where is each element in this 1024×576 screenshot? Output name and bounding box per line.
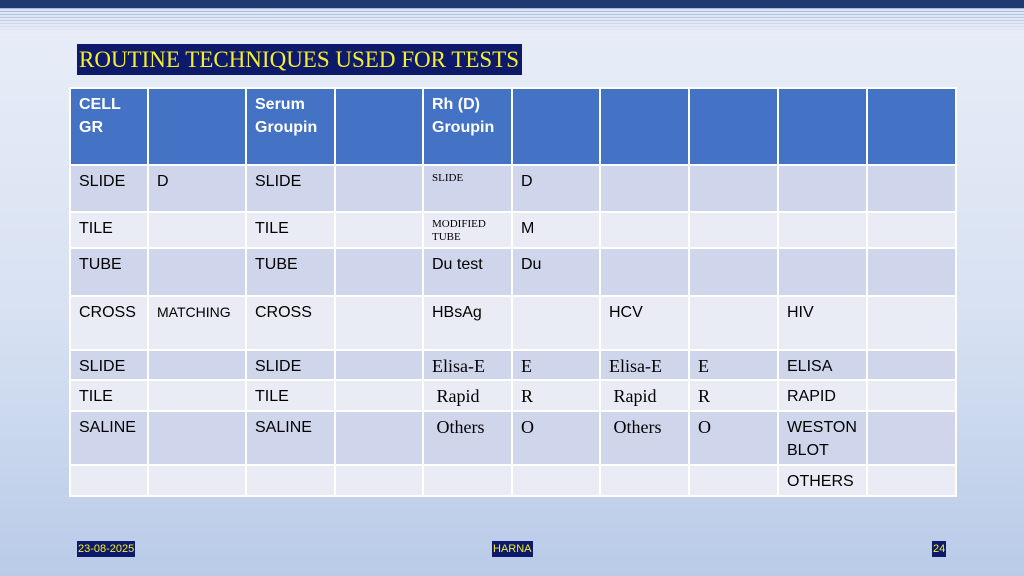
header-cell [600,88,689,165]
table-cell: E [512,350,600,380]
table-cell: RAPID [778,380,867,411]
table-row [70,465,956,496]
table-row [70,380,956,411]
table-cell: TILE [70,212,148,248]
table-cell: Others [423,411,512,465]
header-text: Serum [255,96,305,113]
table-cell [335,165,423,212]
table-cell: HCV [600,296,689,350]
table-cell [867,212,956,248]
table-row [70,411,956,465]
header-cell [867,88,956,165]
header-cell [70,88,148,165]
table-cell [335,411,423,465]
table-cell: Rapid [600,380,689,411]
table-cell [335,465,423,496]
header-cell [148,88,246,165]
cell-text: TUBE [432,231,461,243]
table-cell: Du test [423,248,512,296]
cell-text: MODIFIED [432,218,486,230]
table-cell [867,411,956,465]
header-text: Groupin [432,119,495,136]
table-row [70,296,956,350]
table-cell: R [512,380,600,411]
header-cell [335,88,423,165]
table-cell: SALINE [70,411,148,465]
table-cell [689,165,778,212]
header-text: CELL [79,96,121,113]
header-cell [778,88,867,165]
table-cell: D [148,165,246,212]
table-header-row [70,88,956,165]
table-cell: TILE [246,380,335,411]
table-cell: SLIDE [423,165,512,212]
top-decoration [0,8,1024,34]
table-cell: Rapid [423,380,512,411]
table-cell: E [689,350,778,380]
table-cell [335,380,423,411]
table-cell: SALINE [246,411,335,465]
table-cell [689,248,778,296]
table-cell [867,350,956,380]
table-cell [512,296,600,350]
table-cell: HBsAg [423,296,512,350]
table-cell [335,212,423,248]
cell-text: WESTON [787,419,857,436]
table-cell: SLIDE [246,350,335,380]
page-number: 24 [933,543,946,555]
table-cell: HIV [778,296,867,350]
table-cell [778,248,867,296]
top-bar [0,0,1024,8]
table-row [70,248,956,296]
table-cell: R [689,380,778,411]
table-cell [148,248,246,296]
table-cell [867,165,956,212]
table-cell: SLIDE [70,350,148,380]
footer-date: 23-08-2025 [78,543,135,555]
table-cell: MATCHING [148,296,246,350]
table-cell: D [512,165,600,212]
table-cell [335,350,423,380]
table-cell [867,380,956,411]
table-cell: TILE [246,212,335,248]
cell-text: BLOT [787,442,829,459]
footer-author: HARNA [493,543,532,555]
techniques-table [69,87,957,497]
table-cell [778,165,867,212]
table-cell: SLIDE [70,165,148,212]
table-cell: Elisa-E [600,350,689,380]
table-cell: Du [512,248,600,296]
table-cell [689,465,778,496]
table-cell [600,165,689,212]
table-row [70,350,956,380]
table-cell [423,465,512,496]
table-cell [867,465,956,496]
table-cell: O [689,411,778,465]
header-cell [246,88,335,165]
table-cell [600,465,689,496]
table-cell: M [512,212,600,248]
table-cell: O [512,411,600,465]
table-cell: CROSS [70,296,148,350]
table-cell [335,296,423,350]
table-cell: Others [600,411,689,465]
header-text: Rh (D) [432,96,480,113]
table-cell [148,350,246,380]
table-cell: OTHERS [778,465,867,496]
table-row [70,165,956,212]
slide-title: ROUTINE TECHNIQUES USED FOR TESTS [77,44,522,75]
table-cell: SLIDE [246,165,335,212]
table-cell [689,212,778,248]
table-cell [512,465,600,496]
header-cell [423,88,512,165]
table-cell: ELISA [778,350,867,380]
table-cell [148,380,246,411]
header-cell [689,88,778,165]
table-cell: TILE [70,380,148,411]
table-row [70,212,956,248]
table-cell: TUBE [70,248,148,296]
table-cell [689,296,778,350]
table-cell [867,296,956,350]
table-cell [778,212,867,248]
table-cell [335,248,423,296]
table-cell: TUBE [246,248,335,296]
header-cell [512,88,600,165]
table-cell [423,212,512,248]
table-cell [70,465,148,496]
table-cell [148,411,246,465]
table-cell [778,411,867,465]
header-text: Groupin [255,119,318,136]
table-cell [600,248,689,296]
table-cell: Elisa-E [423,350,512,380]
table-cell [867,248,956,296]
table-cell [246,465,335,496]
header-text: GR [79,119,103,136]
table-cell [148,465,246,496]
table-cell: CROSS [246,296,335,350]
table-cell [600,212,689,248]
table-cell [148,212,246,248]
